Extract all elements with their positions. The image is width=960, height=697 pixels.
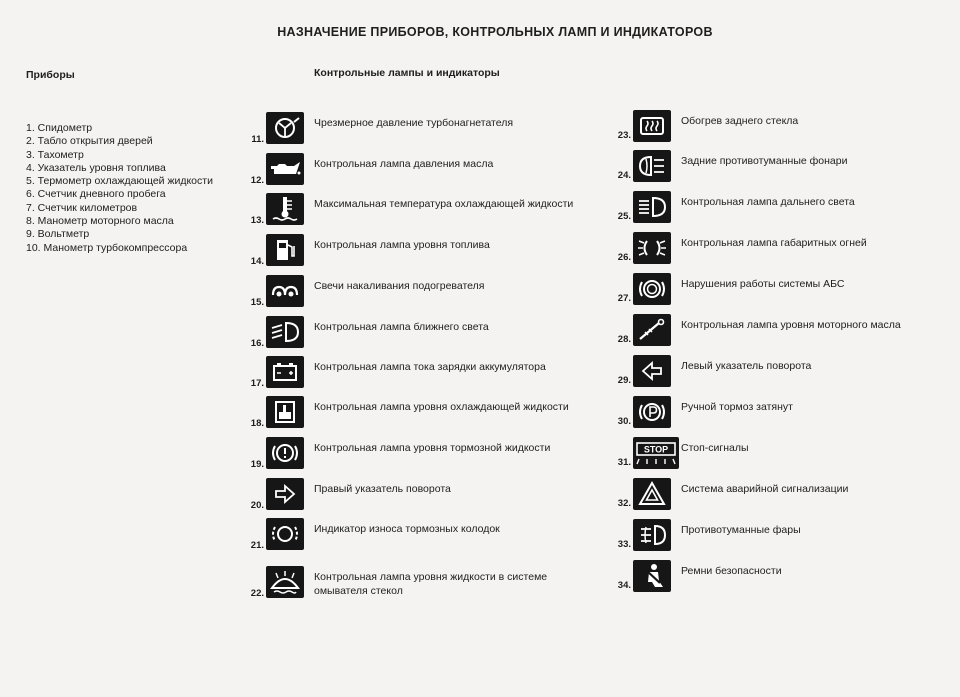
list-item: 4. Указатель уровня топлива xyxy=(26,161,166,174)
coolant-level-icon xyxy=(266,396,304,428)
indicator-label: Контрольная лампа давления масла xyxy=(314,158,494,170)
rear-fog-icon xyxy=(633,150,671,182)
brake-fluid-icon xyxy=(266,437,304,469)
front-fog-icon xyxy=(633,519,671,551)
indicator-number: 32. xyxy=(617,498,631,509)
hazard-icon xyxy=(633,478,671,510)
indicator-number: 17. xyxy=(250,378,264,389)
indicators-heading: Контрольные лампы и индикаторы xyxy=(314,67,500,79)
list-item: 8. Манометр моторного масла xyxy=(26,215,174,228)
indicator-number: 11. xyxy=(251,134,264,145)
turbo-icon xyxy=(266,112,304,144)
indicator-number: 16. xyxy=(250,338,264,349)
seatbelt-icon xyxy=(633,560,671,592)
indicator-label: Индикатор износа тормозных колодок xyxy=(314,523,500,535)
page-title: НАЗНАЧЕНИЕ ПРИБОРОВ, КОНТРОЛЬНЫХ ЛАМП И ИНДИКАТОРОВ xyxy=(277,25,713,39)
indicator-label: Контрольная лампа ближнего света xyxy=(314,321,489,333)
high-beam-icon xyxy=(633,191,671,223)
indicator-label: Контрольная лампа уровня охлаждающей жидкости xyxy=(314,401,569,413)
left-turn-icon xyxy=(633,355,671,387)
fuel-pump-icon xyxy=(266,234,304,266)
list-item: 3. Тахометр xyxy=(26,148,84,161)
indicator-number: 28. xyxy=(617,334,631,345)
stop-lights-icon xyxy=(633,437,679,469)
indicator-number: 22. xyxy=(250,588,264,599)
rear-defrost-icon xyxy=(633,110,671,142)
indicator-number: 25. xyxy=(617,211,631,222)
low-beam-icon xyxy=(266,316,304,348)
list-item: 10. Манометр турбокомпрессора xyxy=(26,241,188,254)
indicator-number: 27. xyxy=(617,293,631,304)
indicator-label: Ручной тормоз затянут xyxy=(681,401,793,413)
coolant-temp-icon xyxy=(266,193,304,225)
indicator-number: 15. xyxy=(250,297,264,308)
list-item: 2. Табло открытия дверей xyxy=(26,135,153,148)
instruments-heading: Приборы xyxy=(26,69,75,81)
list-item: 5. Термометр охлаждающей жидкости xyxy=(26,175,213,188)
indicator-label: Контрольная лампа тока зарядки аккумулятора xyxy=(314,361,546,373)
parking-lights-icon xyxy=(633,232,671,264)
indicator-number: 14. xyxy=(250,256,264,267)
washer-fluid-icon xyxy=(266,566,304,598)
indicator-number: 12. xyxy=(250,175,264,186)
oil-level-icon xyxy=(633,314,671,346)
indicator-number: 20. xyxy=(250,500,264,511)
indicator-label: Стоп-сигналы xyxy=(681,442,749,454)
indicator-label: Максимальная температура охлаждающей жидкости xyxy=(314,198,574,210)
stop-icon-text: STOP xyxy=(643,444,669,455)
parking-brake-icon xyxy=(633,396,671,428)
indicator-label: Левый указатель поворота xyxy=(681,360,812,372)
indicator-number: 24. xyxy=(617,170,631,181)
abs-icon xyxy=(633,273,671,305)
indicator-label: Контрольная лампа уровня топлива xyxy=(314,239,490,251)
indicator-number: 13. xyxy=(250,215,264,226)
indicator-number: 23. xyxy=(617,130,631,141)
list-item: 6. Счетчик дневного пробега xyxy=(26,188,166,201)
indicator-label: Ремни безопасности xyxy=(681,565,782,577)
indicator-label-line1: Контрольная лампа уровня жидкости в системе xyxy=(314,571,548,583)
indicator-label: Контрольная лампа уровня тормозной жидкости xyxy=(314,442,551,454)
indicator-number: 21. xyxy=(250,540,264,551)
brake-pad-icon xyxy=(266,518,304,550)
indicator-number: 33. xyxy=(617,539,631,550)
indicator-label: Обогрев заднего стекла xyxy=(681,115,799,127)
indicator-label: Противотуманные фары xyxy=(681,524,801,536)
list-item: 9. Вольтметр xyxy=(26,228,90,241)
indicator-label: Свечи накаливания подогревателя xyxy=(314,280,485,292)
indicator-label: Нарушения работы системы АБС xyxy=(681,278,845,290)
indicator-label: Контрольная лампа уровня моторного масла xyxy=(681,319,901,331)
battery-icon xyxy=(266,356,304,388)
right-turn-icon xyxy=(266,478,304,510)
indicator-number: 26. xyxy=(617,252,631,263)
indicator-label xyxy=(314,570,547,598)
instruments-list xyxy=(26,122,213,255)
indicator-label: Контрольная лампа дальнего света xyxy=(681,196,855,208)
list-item: 1. Спидометр xyxy=(26,122,93,134)
indicator-number: 18. xyxy=(250,418,264,429)
indicator-label: Чрезмерное давление турбонагнетателя xyxy=(314,117,514,129)
indicator-label: Задние противотуманные фонари xyxy=(681,155,848,167)
indicator-number: 19. xyxy=(250,459,264,470)
glow-plug-icon xyxy=(266,275,304,307)
oil-can-icon xyxy=(266,153,304,185)
indicator-label-line2: омывателя стекол xyxy=(314,585,403,597)
indicator-number: 34. xyxy=(617,580,631,591)
indicator-number: 30. xyxy=(617,416,631,427)
list-item: 7. Счетчик километров xyxy=(26,201,138,214)
indicator-label: Система аварийной сигнализации xyxy=(681,483,849,495)
indicator-number: 31. xyxy=(617,457,631,468)
indicator-label: Контрольная лампа габаритных огней xyxy=(681,237,867,249)
indicator-label: Правый указатель поворота xyxy=(314,483,451,495)
indicator-number: 29. xyxy=(617,375,631,386)
